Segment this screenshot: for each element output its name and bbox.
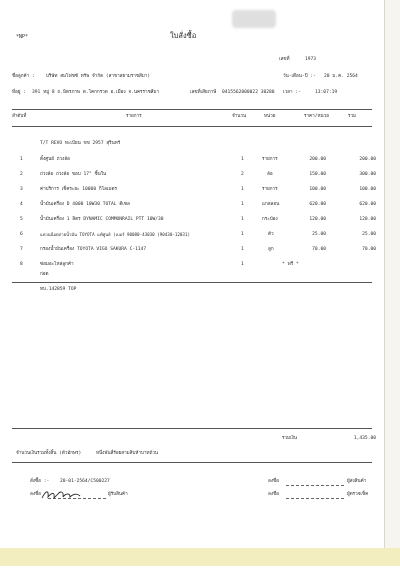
row-no: 7 [20, 247, 23, 252]
row-price: 120.00 [309, 217, 326, 222]
row-no: 6 [20, 232, 23, 237]
header-top-rule [12, 109, 372, 110]
total-label: รวมเงิน [282, 436, 298, 441]
amount-in-words: หนึ่งพันสี่ร้อยสามสิบห้าบาทถ้วน [96, 451, 159, 456]
row-item: ซ่อมอะไหล่ลูกค้า [40, 262, 74, 267]
sign-right-bottom-role: ผู้ตรวจเช็ค [347, 492, 369, 497]
order-ref: 20-01-2564/C500227 [60, 479, 110, 484]
amount-words-label: จำนวนเงินรวมทั้งสิ้น (ตัวอักษร) [16, 451, 82, 456]
row-price: 100.00 [309, 187, 326, 192]
taxid: 0415562000022 30280 [222, 90, 275, 95]
col-no: ลำดับที่ [12, 114, 27, 119]
row-qty: 1 [241, 202, 244, 207]
row-qty: 1 [241, 187, 244, 192]
handwritten-signature [40, 488, 82, 502]
row-item: แหวนน็อตถ่ายน้ำมัน TOYOTA แท้ศูนย์ (เบอร์ 90080-43030 (90430-12031) [40, 232, 190, 237]
row-price: 25.00 [312, 232, 326, 237]
row-item: ตั้งศูนย์ ถ่วงล้อ [40, 157, 70, 162]
supplier-label: ชื่อลูกค้า : [12, 74, 35, 79]
row-unit: ตัว [268, 232, 274, 237]
row-unit: แกลลอน [262, 202, 280, 207]
address: 391 หมู่ 8 ถ.มิตรภาพ ต.โคกกรวด อ.เมือง จ.นครราชสีมา [32, 90, 160, 95]
taxid-label: เลขที่เสียภาษี [190, 90, 217, 95]
row-no: 2 [20, 172, 23, 177]
sign-right-top-role: ผู้ส่งสินค้า [347, 479, 367, 484]
row-no: 1 [20, 157, 23, 162]
col-unit: หน่วย [264, 114, 276, 119]
doc-mark: *NP* [16, 34, 29, 40]
row-total: 200.00 [359, 157, 376, 162]
row-total: 300.00 [359, 172, 376, 177]
page-title: ใบสั่งซื้อ [170, 31, 197, 40]
row-total: 100.00 [359, 187, 376, 192]
col-item: รายการ [126, 114, 142, 119]
row-price: 620.00 [309, 202, 326, 207]
blurred-stamp [232, 10, 276, 28]
row-no: 4 [20, 202, 23, 207]
row-item: ถ่วงล้อ ถ่วงล้อ ขอบ 17" ชิ้นใน [40, 172, 107, 177]
footer-top-rule [12, 428, 372, 429]
row-item: น้ำมันเครื่อง D 4000 10W30 TOTAL ดีเซล [40, 202, 130, 207]
col-total: รวม [348, 114, 357, 119]
row-unit: รายการ [262, 187, 278, 192]
col-price: ราคา/หน่วย [304, 114, 329, 119]
row-total: 120.00 [359, 217, 376, 222]
sign-right-top-line [286, 485, 344, 486]
grand-total: 1,435.00 [353, 436, 376, 441]
row-qty: 1 [241, 247, 244, 252]
footer-bottom-rule [12, 462, 372, 463]
row-item: ค่าบริการ เช็คระยะ 10000 กิโลเมตร [40, 187, 117, 192]
free-note: ก่อต [40, 272, 49, 277]
row-qty: 2 [241, 172, 244, 177]
sign-right-top-label: ลงชื่อ [268, 479, 279, 484]
scan-bottom-strip [0, 548, 400, 566]
vehicle-line: T/T REVO ทะเบียน ขข 2957 สุรินทร์ [40, 141, 121, 146]
row-price: * ฟรี * [282, 262, 299, 267]
row-no: 5 [20, 217, 23, 222]
col-qty: จำนวน [232, 114, 247, 119]
row-unit: ลูก [268, 247, 274, 252]
row-total: 620.00 [359, 202, 376, 207]
supplier-name: บริษัท สมโฟชซ์ ทรัพ จำกัด (สาขาสยามราชสีมา) [46, 74, 151, 79]
sign-right-bottom-label: ลงชื่อ [268, 492, 279, 497]
number-label: เลขที่ [279, 57, 290, 62]
row-qty: 1 [241, 262, 244, 267]
address-label: ที่อยู่ : [12, 90, 27, 95]
order-number: 1973 [305, 57, 317, 62]
row-total: 25.00 [362, 232, 376, 237]
order-time: 13:07:19 [315, 90, 338, 95]
sign-left-role: ผู้รับสินค้า [108, 492, 128, 497]
row-price: 150.00 [309, 172, 326, 177]
row-total: 70.00 [362, 247, 376, 252]
sign-right-bottom-line [286, 498, 344, 499]
sign-left-label: ลงชื่อ [30, 492, 41, 497]
order-date: 20 ม.ค. 2564 [324, 74, 358, 79]
row-unit: ล้อ [267, 172, 273, 177]
reference-code: ทบ.142859 TOP [40, 287, 77, 292]
row-qty: 1 [241, 217, 244, 222]
row-item: น้ำมันเครื่อง 1 ลิตร DYNAMIC COMMONRAIL PTT 10W/30 [40, 217, 164, 222]
row-item: กรองน้ำมันเครื่อง TOYOTA VIGO SAKURA C-1147 [40, 247, 147, 252]
row-no: 8 [20, 262, 23, 267]
row-qty: 1 [241, 232, 244, 237]
row-no: 3 [20, 187, 23, 192]
row-qty: 1 [241, 157, 244, 162]
table-bottom-rule [12, 282, 372, 283]
date-label: วัน-เดือน-ปี :- [283, 74, 316, 79]
row-price: 70.00 [312, 247, 326, 252]
time-label: เวลา :- [283, 90, 301, 95]
row-unit: รายการ [262, 157, 278, 162]
row-unit: กระป๋อง [262, 217, 278, 222]
row-price: 200.00 [309, 157, 326, 162]
order-ref-label: สั่งซื้อ :- [30, 479, 50, 484]
header-bottom-rule [12, 126, 372, 127]
